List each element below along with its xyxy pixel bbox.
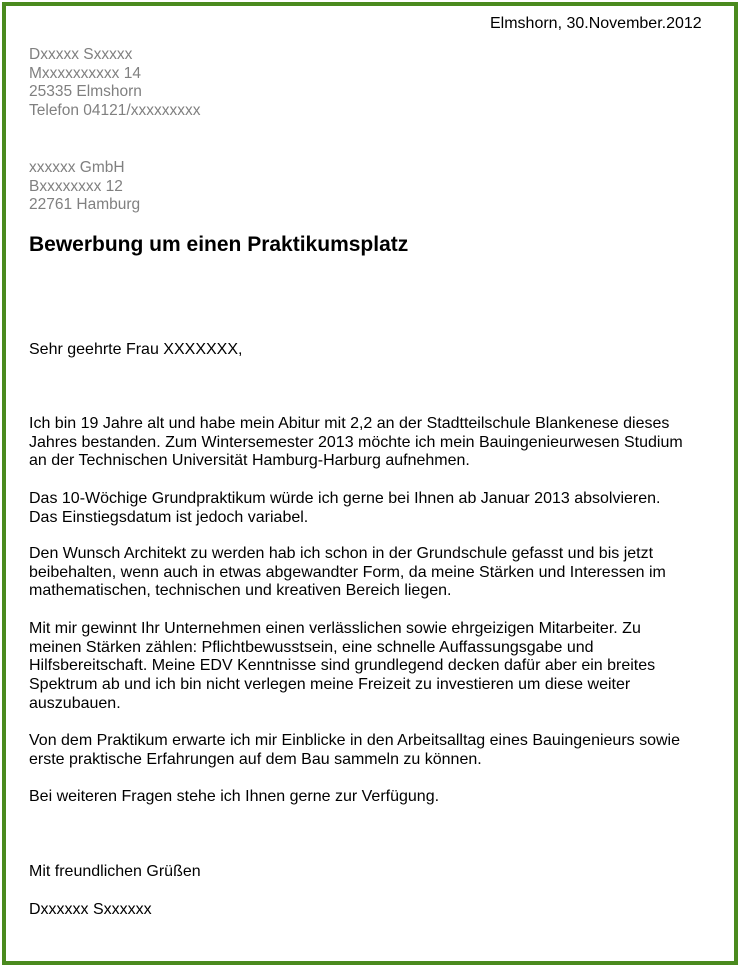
paragraph-line: Von dem Praktikum erwarte ich mir Einblicke in den Arbeitsalltag eines Bauingenieurs sowie (29, 732, 680, 749)
subject-line: Bewerbung um einen Praktikumsplatz (29, 233, 409, 256)
paragraph-line: Bei weiteren Fragen stehe ich Ihnen gerne zur Verfügung. (29, 788, 440, 805)
paragraph-6 (29, 788, 709, 807)
paragraph-line: Jahres bestanden. Zum Wintersemester 2013 möchte ich mein Bauingenieurwesen Studium (29, 433, 683, 451)
paragraph-2 (29, 490, 709, 527)
sender-street: Mxxxxxxxxxx 14 (29, 64, 141, 82)
paragraph-line: Das 10-Wöchige Grundpraktikum würde ich gerne bei Ihnen ab Januar 2013 absolvieren. (29, 490, 661, 507)
paragraph-line: Das Einstiegsdatum ist jedoch variabel. (29, 508, 309, 526)
paragraph-line: Hilfsbereitschaft. Meine EDV Kenntnisse sind grundlegend decken dafür aber ein breites (29, 657, 656, 675)
salutation: Sehr geehrte Frau XXXXXXX, (29, 341, 243, 358)
paragraph-line: Spektrum ab und ich bin nicht verlegen meine Freizeit zu investieren um diese weiter (29, 676, 631, 694)
recipient-company: xxxxxx GmbH (29, 159, 125, 176)
paragraph-line: erste praktische Erfahrungen auf dem Bau sammeln zu können. (29, 750, 482, 768)
sender-phone: Telefon 04121/xxxxxxxxx (29, 101, 201, 119)
paragraph-line: meinen Stärken zählen: Pflichtbewusstsein, eine schnelle Auffassungsgabe und (29, 638, 594, 656)
signature-name: Dxxxxxx Sxxxxxx (29, 901, 152, 918)
recipient-city: 22761 Hamburg (29, 196, 141, 213)
paragraph-3 (29, 545, 709, 601)
paragraph-line: beibehalten, wenn auch in etwas abgewandter Form, da meine Stärken und Interessen im (29, 563, 666, 581)
paragraph-line: Ich bin 19 Jahre alt und habe mein Abitur mit 2,2 an der Stadtteilschule Blankenese dieses (29, 415, 670, 432)
paragraph-5 (29, 732, 709, 769)
recipient-street: Bxxxxxxxx 12 (29, 177, 123, 195)
sender-name: Dxxxxx Sxxxxx (29, 46, 133, 63)
closing-phrase: Mit freundlichen Grüßen (29, 863, 201, 880)
sender-address-block (29, 46, 200, 120)
paragraph-line: auszubauen. (29, 694, 121, 712)
paragraph-line: an der Technischen Universität Hamburg-Harburg aufnehmen. (29, 452, 470, 470)
letter-page (8, 8, 728, 959)
date-line: Elmshorn, 30.November.2012 (490, 15, 702, 32)
paragraph-line: Den Wunsch Architekt zu werden hab ich schon in der Grundschule gefasst und bis jetzt (29, 545, 654, 562)
sender-city: 25335 Elmshorn (29, 83, 142, 100)
paragraph-1 (29, 415, 709, 471)
paragraph-line: mathematischen, technischen und kreativen Bereich liegen. (29, 582, 452, 600)
recipient-address-block (29, 159, 140, 215)
paragraph-4 (29, 620, 709, 713)
paragraph-line: Mit mir gewinnt Ihr Unternehmen einen verlässlichen sowie ehrgeizigen Mitarbeiter. Zu (29, 620, 641, 637)
